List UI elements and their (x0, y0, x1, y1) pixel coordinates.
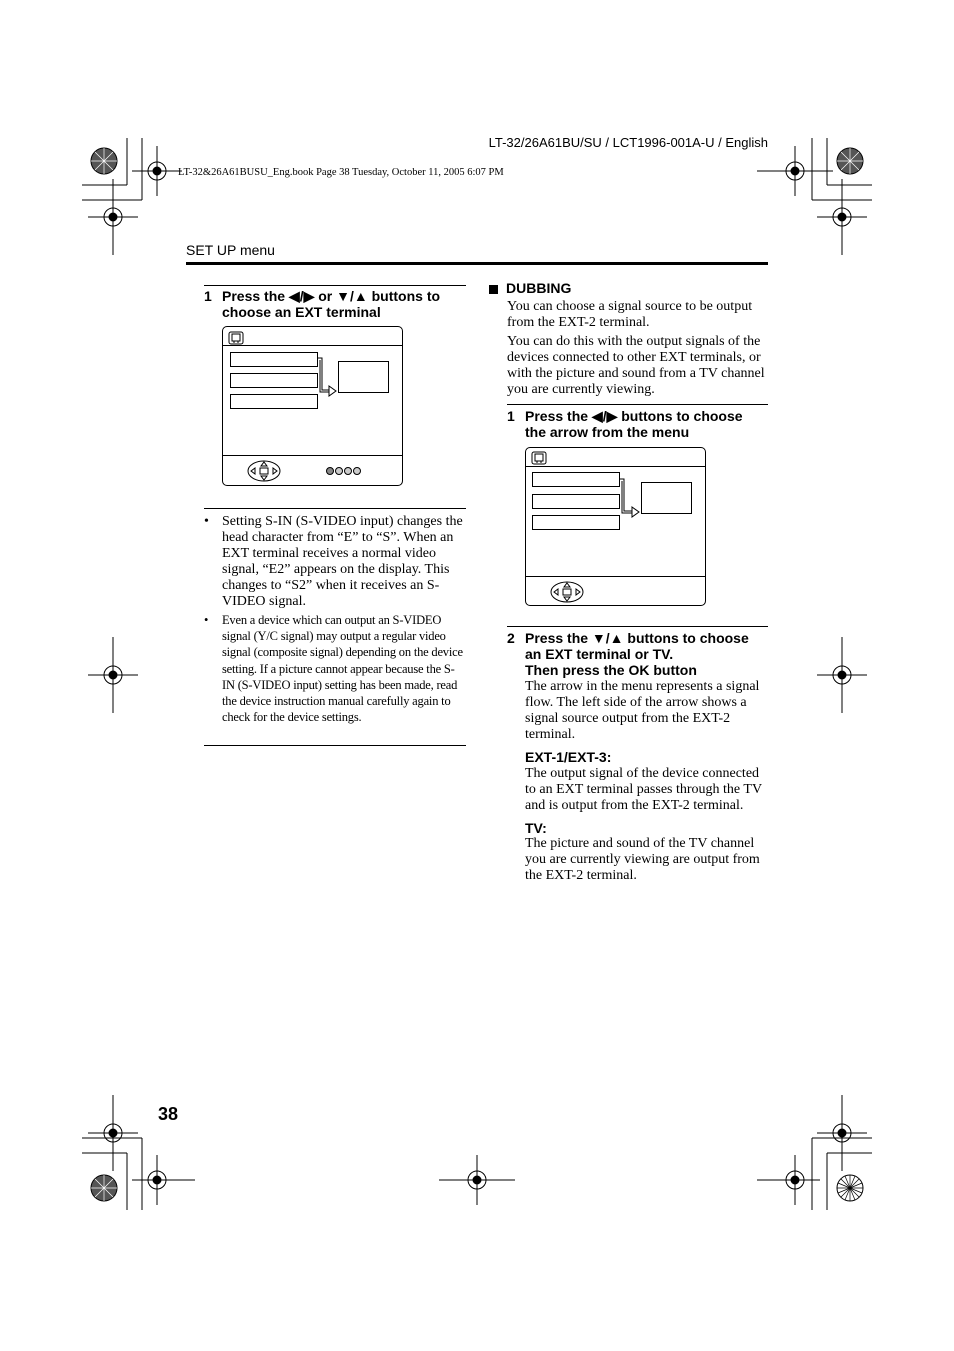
menu-bar (532, 494, 620, 509)
step-text: Press the ▼/▲ buttons to choose an EXT terminal or TV. (525, 630, 749, 662)
step-number: 1 (507, 408, 515, 424)
ext-heading: EXT-1/EXT-3: (525, 749, 612, 765)
step-number: 1 (204, 288, 212, 304)
setup-menu-icon (531, 451, 547, 465)
menu-bar (230, 394, 318, 409)
step2-body: The arrow in the menu represents a signal flow. The left side of the arrow shows a signal source output from the EXT-2 terminal. (525, 679, 760, 742)
output-box (641, 482, 692, 514)
divider (204, 285, 466, 286)
note-item: • Even a device which can output an S-VIDEO signal (Y/C signal) may output a regular video signal (composite signal) depending on the device setting. If a picture cannot appear because the S-IN (S-VIDEO input) setting has been made, read the device instruction manual carefully again to check for the device settings. (204, 613, 463, 725)
intro-paragraph: You can choose a signal source to be output from the EXT-2 terminal. (507, 299, 753, 330)
menu-bar (532, 472, 620, 487)
output-box (338, 361, 389, 393)
step-text: Press the ◀/▶ buttons to choose the arrow from the menu (525, 408, 743, 440)
arrow-icon (316, 354, 338, 399)
color-buttons-icon (325, 466, 363, 476)
arrow-icon (618, 475, 642, 520)
divider (507, 404, 768, 405)
square-bullet-icon (489, 285, 498, 294)
setup-menu-icon (228, 331, 244, 345)
right-step-1 (507, 408, 768, 442)
step-number: 2 (507, 630, 515, 646)
divider (507, 626, 768, 627)
model-line: LT-32/26A61BU/SU / LCT1996-001A-U / English (488, 135, 768, 150)
header-rule (186, 262, 768, 265)
menu-screen-illustration (525, 447, 706, 606)
menu-bar (230, 373, 318, 388)
page-number: 38 (158, 1104, 179, 1124)
left-step-1 (204, 288, 466, 322)
tv-body: The picture and sound of the TV channel you are currently viewing are output from the EXT-2 terminal. (525, 836, 760, 883)
dpad-icon (247, 460, 281, 482)
section-title: SET UP menu (186, 242, 275, 258)
note-item: • Setting S-IN (S-VIDEO input) changes the head character from “E” to “S”. When an EXT terminal receives a normal video signal, “E2” appears on the display. This changes to “S2” when it receives an S-VIDEO signal. (204, 514, 463, 609)
divider (204, 745, 466, 746)
book-line: LT-32&26A61BUSU_Eng.book Page 38 Tuesday, October 11, 2005 6:07 PM (178, 167, 504, 178)
divider (204, 508, 466, 509)
intro-paragraph: You can do this with the output signals of the devices connected to other EXT terminals, or with the picture and sound from a TV channel you are currently viewing. (507, 334, 765, 397)
menu-bar (532, 515, 620, 530)
menu-screen-illustration (222, 326, 403, 486)
tv-heading: TV: (525, 820, 547, 836)
menu-bar (230, 352, 318, 367)
ext-body: The output signal of the device connected to an EXT terminal passes through the TV and is output from the EXT-2 terminal. (525, 766, 762, 813)
step-text: Press the ◀/▶ or ▼/▲ buttons to choose an EXT terminal (222, 288, 441, 320)
dpad-icon (550, 581, 584, 603)
notes-list (204, 514, 466, 727)
right-step-2 (507, 630, 768, 678)
step-text: Then press the OK button (525, 662, 697, 678)
